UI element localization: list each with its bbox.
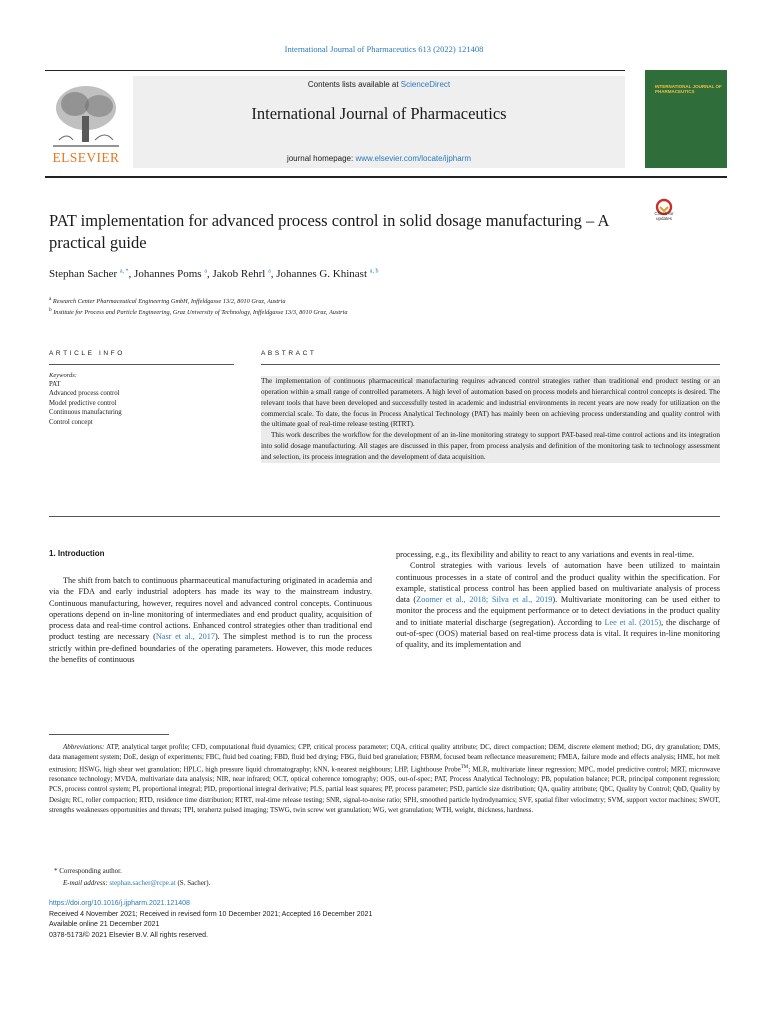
email-suffix: (S. Sacher). — [175, 879, 211, 887]
article-title: PAT implementation for advanced process control in solid dosage manufacturing – A practical guide — [49, 211, 609, 252]
abbrev-text: ATP, analytical target profile; CFD, computational fluid dynamics; CPP, critical process parameter; CQA, critical quality attribute; DC, direct compaction; DEM, discrete element method; DG, dry granulation; DMS, data management system; DoE, design of experiments; FBC, fluid bed coating; FBD, fluid bed drying; FBG, fluid bed granulation; FBRM, focused beam reflectance measurement; FMEA, failure mode and effects analysis; HME, hot melt extrusion; HSWG, high shear wet granulation; HPLC, high pressure liquid chromatography; kNN, k-nearest neighbours; LHP, Lighthouse Probe — [49, 743, 720, 773]
contents-line — [133, 80, 625, 89]
corresponding-author-note: * Corresponding author. — [54, 867, 122, 875]
publication-info — [49, 899, 720, 941]
running-header[interactable]: International Journal of Pharmaceutics 613 (2022) 121408 — [284, 44, 484, 54]
journal-cover-thumbnail[interactable] — [645, 70, 727, 168]
body-text: The shift from batch to continuous pharmaceutical manufacturing originated in academia and via the FDA and early industrial adopters has made its way to the mainstream industry. Continuous manufacturing, however, requires novel and advanced control concepts. Continuous operations depend on in-line monitoring of intermediates and end product quality, acquisition of process data and real-time control actions. Enhanced control strategies other than traditional end product testing are necessary ( — [49, 576, 372, 642]
body-text: ). The simplest method is to run the process strictly within pre-defined boundaries of the operating parameters. However, this mode reduces the benefits of continuous — [49, 632, 372, 665]
trademark-mark: TM — [460, 764, 469, 770]
header-rule-top — [45, 70, 625, 71]
sciencedirect-link[interactable]: ScienceDirect — [400, 80, 451, 89]
journal-masthead — [133, 76, 625, 168]
author-name[interactable]: Jakob Rehrl — [212, 268, 266, 280]
author-affil-marker[interactable]: a, b — [369, 268, 379, 275]
author-affil-marker[interactable]: a — [268, 268, 271, 275]
citation-link[interactable]: Zoomer et al., 2018; Silva et al., 2019 — [416, 595, 553, 605]
affil-text: Institute for Process and Particle Engineering, Graz University of Technology, Inffeldgasse 13/3, 8010 Graz, Austria — [53, 309, 348, 317]
affiliation-a — [49, 296, 669, 305]
intro-paragraph — [396, 560, 720, 650]
keyword: Control concept — [49, 418, 93, 426]
body-text: ). Multivariate monitoring can be used either to monitor the process and the equipment performance or to detect deviations in the product quality and to initiate material discharge (segregation). According to — [396, 595, 720, 627]
footnote-rule — [49, 734, 169, 735]
copyright-line: 0378-5173/© 2021 Elsevier B.V. All rights reserved. — [49, 931, 208, 939]
keyword: Advanced process control — [49, 390, 120, 398]
abbrev-text: ; MLR, multivariate linear regression; MPC, model predictive control; MRT, microwave resonance technology; MVDA, multivariate data analysis; NIR, near infrared; OCT, optical coherence tomography; OOS, out-of-spec; PAT, Process Analytical Technology; PB, population balance; PCR, principal component regression; PCS, process control system; PI, proportional integral; PID, proportional integral derivative; PLS, partial least squares; PP, process parameter; PSD, particle size distribution; QA, quality attribute; QbC, Quality by Control; QbD, Quality by Design; RC, roller compaction; RTD, residence time distribution; RTRT, real-time release testing; SNR, signal-to-noise ratio; SPH, smoothed particle hydrodynamics; SVF, spatial filter velocimetry; SVM, support vector machines; SWOT, strengths weaknesses opportunities and threats; TPI, terahertz pulsed imaging; TSWG, twin screw wet granulation; WG, wet granulation; WTH, weight, thickness, hardness. — [49, 764, 721, 814]
keywords-title: Keywords: — [49, 372, 77, 379]
body-text: Control strategies with various levels of automation have been utilized to maintain continuous processes in a state of control and the product quality within the specification. For example, statistical process control has been applied based on multivariate analysis of process data ( — [396, 561, 720, 605]
journal-title: International Journal of Pharmaceutics — [251, 104, 507, 123]
affil-marker: a — [49, 296, 52, 302]
intro-left-column — [49, 575, 372, 665]
article-info-rule — [49, 364, 234, 365]
email-link[interactable]: stephan.sacher@rcpe.at — [109, 879, 176, 887]
author-affil-marker[interactable]: a — [204, 268, 207, 275]
header-rule-bottom — [45, 176, 727, 178]
keyword: Continuous manufacturing — [49, 409, 122, 417]
keyword: Model predictive control — [49, 399, 117, 407]
abstract-rule — [261, 364, 720, 365]
citation-link[interactable]: Nasr et al., 2017 — [155, 632, 216, 642]
homepage-line — [133, 154, 625, 163]
abstract-bottom-rule — [49, 516, 720, 517]
keywords-box — [49, 372, 234, 427]
online-date: Available online 21 December 2021 — [49, 921, 160, 928]
affil-text: Research Center Pharmaceutical Engineering GmbH, Inffeldgasse 13/2, 8010 Graz, Austria — [52, 298, 286, 306]
cover-title: INTERNATIONAL JOURNAL OF PHARMACEUTICS — [655, 84, 722, 95]
abstract-paragraph: This work describes the workflow for the development of an in-line monitoring strategy to support PAT-based real-time control actions and its integration into solid dosage manufacturing. All stages are discussed in this paper, from process analysis and definition of the monitoring task to technology assessment and selection, its process integration and the development of data acquisition. — [261, 431, 720, 461]
author-affil-marker[interactable]: a, * — [119, 268, 129, 275]
affiliation-b — [49, 307, 669, 316]
email-label: E-mail address: — [63, 879, 110, 887]
author-name[interactable]: Johannes G. Khinast — [276, 268, 368, 280]
author-name[interactable]: Johannes Poms — [134, 268, 202, 280]
article-info-label: ARTICLE INFO — [49, 350, 125, 357]
section-heading-introduction: 1. Introduction — [49, 549, 105, 558]
received-dates: Received 4 November 2021; Received in revised form 10 December 2021; Accepted 16 December 2021 — [49, 910, 373, 918]
check-updates-label: Check for updates — [654, 211, 674, 221]
homepage-prefix: journal homepage: — [286, 154, 356, 163]
intro-paragraph: processing, e.g., its flexibility and ability to react to any variations and events in real-time. — [396, 550, 695, 559]
abstract-paragraph: The implementation of continuous pharmaceutical manufacturing requires advanced control strategies rather than traditional end product testing or an operation within a small range of controlled parameters. A high level of automation based on process models and hierarchical control concepts is desired. The relevant tools that have been developed and successfully tested in academic and industrial environments in recent years are now ready for utilization on the commercial scale. To date, the focus in Process Analytical Technology (PAT) has mainly been on achieving process understanding and quality control with the ultimate goal of real-time release testing (RTRT). — [261, 377, 720, 429]
publisher-wordmark: ELSEVIER — [52, 150, 120, 165]
keyword: PAT — [49, 381, 61, 388]
author-name[interactable]: Stephan Sacher — [49, 268, 118, 280]
body-text: , the discharge of out-of-spec (OOS) material based on real-time process data is vital. It requires in-line monitoring of quality, and its implementation and — [396, 617, 721, 650]
citation-link[interactable]: Lee et al. (2015) — [604, 617, 662, 627]
author-list: Stephan Sacher $^{a, *}$, Johannes Poms $^a$, Jakob Rehrl $^a$, Johannes G. Khinast $^{a, b}$ — [49, 268, 379, 280]
abstract-body — [261, 376, 720, 463]
abbreviations-footnote — [49, 742, 720, 815]
intro-paragraph — [49, 575, 372, 665]
abstract-label: ABSTRACT — [261, 350, 317, 357]
doi-link[interactable]: https://doi.org/10.1016/j.ijpharm.2021.121408 — [49, 900, 190, 907]
affil-marker: b — [49, 307, 52, 313]
abbrev-label: Abbreviations: — [63, 743, 105, 751]
intro-right-column — [396, 549, 720, 651]
contents-prefix: Contents lists available at — [307, 80, 401, 89]
email-footnote — [63, 878, 663, 888]
journal-header — [45, 70, 727, 170]
homepage-link[interactable]: www.elsevier.com/locate/ijpharm — [355, 154, 472, 163]
